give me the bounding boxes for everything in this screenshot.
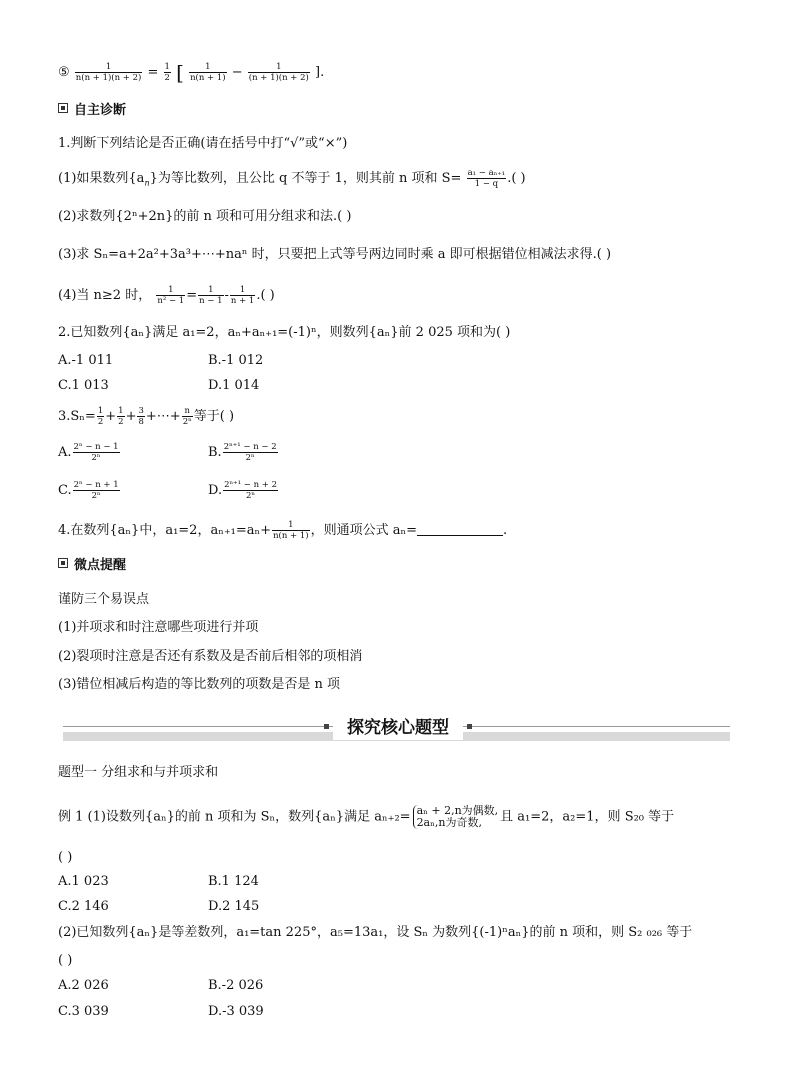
tip-3: (3)错位相减后构造的等比数列的项数是否是 n 项 <box>58 677 341 692</box>
tip-1: (1)并项求和时注意哪些项进行并项 <box>58 620 259 635</box>
question-2-stem: 2.已知数列{aₙ}满足 a₁=2，aₙ+aₙ₊₁=(-1)ⁿ，则数列{aₙ}前 2 025 项和为( ) <box>58 325 511 340</box>
question-4-stem: 4.在数列{aₙ}中，a₁=2，aₙ₊₁=aₙ+ $\frac{1}{n(n + 1)}$ ，则通项公式 aₙ= . <box>58 520 508 541</box>
fraction: $\frac{1}{n(n + 1)}$ <box>273 520 309 541</box>
fraction: $\frac{1}{(n + 1)(n + 2)}$ <box>248 62 309 83</box>
banner-title: 探究核心题型 <box>333 716 463 740</box>
fraction: $\frac{\text{a₁ − aₙ₊₁}}{1 - q}$ <box>467 168 506 189</box>
example-1-part-2-paren: ( ) <box>58 953 73 968</box>
tip-2: (2)裂项时注意是否还有系数及是否前后相邻的项相消 <box>58 649 363 664</box>
question-2-option-b: B.-1 012 <box>208 353 264 368</box>
tips-heading: 谨防三个易误点 <box>58 592 150 607</box>
formula-5: ⑤ $\frac{1}{n(n + 1)(n + 2)}$ = $\frac{1}{2}$ [ $\frac{1}{n(n + 1)}$ − $\frac{1}{(n + 1)(n + 2)}$ ]. <box>58 60 325 85</box>
fraction: $\frac{1}{2}$ <box>97 406 104 427</box>
question-3-stem: 3.Sₙ= $\frac{1}{2}$ + $\frac{1}{2}$ + $\frac{3}{8}$ +⋯+ $\frac{n}{\text{2ⁿ}}$ 等于( ) <box>58 406 235 427</box>
fraction: $\frac{\text{2ⁿ⁺¹ − n + 2}}{\text{2ⁿ}}$ <box>224 480 278 501</box>
question-1-item-3: (3)求 Sₙ=a+2a²+3a³+⋯+naⁿ 时，只要把上式等号两边同时乘 a 即可根据错位相减法求得.( ) <box>58 247 612 262</box>
fraction: $\frac{1}{n(n + 1)(n + 2)}$ <box>75 62 142 83</box>
question-1-stem: 1.判断下列结论是否正确(请在括号中打“√”或“×”) <box>58 136 348 151</box>
fraction: $\frac{\text{2ⁿ − n − 1}}{\text{2ⁿ}}$ <box>73 442 119 463</box>
question-3-option-b: B. $\frac{\text{2ⁿ⁺¹ − n − 2}}{\text{2ⁿ}}$ <box>208 442 277 463</box>
fraction: $\frac{1}{2}$ <box>118 406 124 427</box>
piecewise-brace: aₙ + 2,n为偶数, 2aₙ,n为奇数, <box>413 805 499 829</box>
type-1-title: 题型一 分组求和与并项求和 <box>58 765 219 780</box>
example-1-option-c: C.2 146 <box>58 899 109 914</box>
banner-dot-right <box>467 724 472 729</box>
fraction: $\frac{1}{n(n + 1)}$ <box>190 62 226 83</box>
question-1-item-2: (2)求数列{2ⁿ+2n}的前 n 项和可用分组求和法.( ) <box>58 209 352 224</box>
example-1-part-2-option-c: C.3 039 <box>58 1004 109 1019</box>
section-square-icon <box>58 103 68 113</box>
fraction: $\frac{1}{n + 1}$ <box>230 285 255 306</box>
fraction: $\frac{n}{\text{2ⁿ}}$ <box>182 406 192 427</box>
example-1-part-1-paren: ( ) <box>58 850 73 865</box>
fraction: $\frac{1}{n - 1}$ <box>199 285 223 306</box>
question-3-option-d: D. $\frac{\text{2ⁿ⁺¹ − n + 2}}{\text{2ⁿ}}$ <box>208 480 278 501</box>
section-banner <box>63 716 730 742</box>
example-1-part-2-option-b: B.-2 026 <box>208 978 264 993</box>
fraction-half: $\frac{1}{2}$ <box>164 62 170 83</box>
section-heading-self-diagnosis: 自主诊断 <box>58 103 126 119</box>
example-1-option-d: D.2 145 <box>208 899 260 914</box>
question-3-option-a: A. $\frac{\text{2ⁿ − n − 1}}{\text{2ⁿ}}$ <box>58 442 119 463</box>
formula-mark: ⑤ <box>58 65 70 80</box>
question-1-item-4: (4)当 n≥2 时， $\frac{1}{\text{n² − 1}}$ = $\frac{1}{n - 1}$ - $\frac{1}{n + 1}$ .( ) <box>58 285 275 306</box>
example-1-part-1: 例 1 (1)设数列{aₙ}的前 n 项和为 Sₙ，数列{aₙ}满足 aₙ₊₂= aₙ + 2,n为偶数, 2aₙ,n为奇数, 且 a₁=2，a₂=1，则 S₂₀ 等于 <box>58 804 675 829</box>
question-2-option-d: D.1 014 <box>208 378 260 393</box>
example-1-part-2-option-d: D.-3 039 <box>208 1004 264 1019</box>
fraction: $\frac{3}{8}$ <box>138 406 144 427</box>
example-1-part-2: (2)已知数列{aₙ}是等差数列，a₁=tan 225°，a₅=13a₁，设 Sₙ 为数列{(-1)ⁿaₙ}的前 n 项和，则 S₂ ₀₂₆ 等于 <box>58 925 693 940</box>
section-square-icon <box>58 558 68 568</box>
section-heading-tips: 微点提醒 <box>58 558 126 574</box>
example-1-option-a: A.1 023 <box>58 874 109 889</box>
example-1-option-b: B.1 124 <box>208 874 259 889</box>
answer-blank <box>417 523 503 536</box>
question-1-item-1: (1)如果数列$\{a_n\}$为等比数列，且公比 q 不等于 1，则其前 n 项和 S= $\frac{\text{a₁ − aₙ₊₁}}{1 - q}$ .( ) <box>58 168 526 189</box>
question-3-option-c: C. $\frac{\text{2ⁿ − n + 1}}{\text{2ⁿ}}$ <box>58 480 119 501</box>
question-2-option-a: A.-1 011 <box>58 353 114 368</box>
fraction: $\frac{\text{2ⁿ⁺¹ − n − 2}}{\text{2ⁿ}}$ <box>223 442 277 463</box>
fraction: $\frac{1}{\text{n² − 1}}$ <box>157 285 185 306</box>
question-2-option-c: C.1 013 <box>58 378 109 393</box>
banner-dot-left <box>324 724 329 729</box>
example-1-part-2-option-a: A.2 026 <box>58 978 109 993</box>
fraction: $\frac{\text{2ⁿ − n + 1}}{\text{2ⁿ}}$ <box>73 480 119 501</box>
